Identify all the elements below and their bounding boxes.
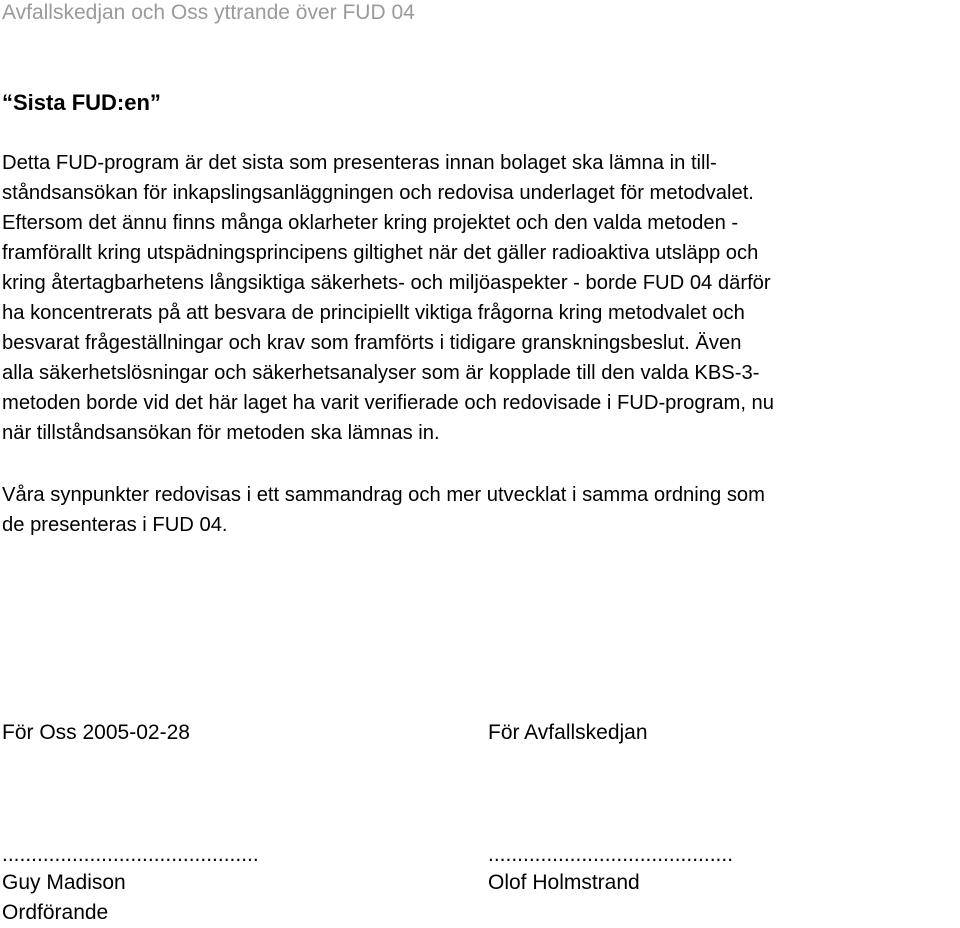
section-heading: “Sista FUD:en”: [2, 90, 161, 115]
paragraph-line: Eftersom det ännu finns många oklarheter kring projektet och den valda metoden -: [2, 212, 739, 234]
paragraph-intro: [2, 148, 957, 448]
signature-left-name: Guy Madison: [2, 871, 126, 894]
signature-left-line: ............................................: [2, 843, 259, 866]
signature-right-name: Olof Holmstrand: [488, 871, 640, 894]
signature-right-org: För Avfallskedjan: [488, 721, 648, 744]
paragraph-line: Våra synpunkter redovisas i ett sammandrag och mer utvecklat i samma ordning som: [2, 484, 765, 506]
paragraph-line: Detta FUD-program är det sista som presenteras innan bolaget ska lämna in till-: [2, 152, 717, 174]
document-header: Avfallskedjan och Oss yttrande över FUD 04: [2, 1, 415, 24]
paragraph-line: de presenteras i FUD 04.: [2, 514, 228, 536]
paragraph-line: kring återtagbarhetens långsiktiga säkerhets- och miljöaspekter - borde FUD 04 därför: [2, 272, 771, 294]
paragraph-line: besvarat frågeställningar och krav som framförts i tidigare granskningsbeslut. Även: [2, 332, 742, 354]
paragraph-line: ståndsansökan för inkapslingsanläggningen och redovisa underlaget för metodvalet.: [2, 182, 754, 204]
signature-right-line: ..........................................: [488, 843, 734, 866]
paragraph-line: när tillståndsansökan för metoden ska lämnas in.: [2, 422, 440, 444]
signature-left-place-date: För Oss 2005-02-28: [2, 721, 190, 744]
paragraph-line: framförallt kring utspädningsprincipens giltighet när det gäller radioaktiva utsläpp och: [2, 242, 759, 264]
paragraph-line: alla säkerhetslösningar och säkerhetsanalyser som är kopplade till den valda KBS-3-: [2, 362, 760, 384]
signature-left-title: Ordförande: [2, 901, 109, 924]
paragraph-summary: [2, 480, 957, 540]
paragraph-line: ha koncentrerats på att besvara de principiellt viktiga frågorna kring metodvalet och: [2, 302, 745, 324]
paragraph-line: metoden borde vid det här laget ha varit verifierade och redovisade i FUD-program, nu: [2, 392, 775, 414]
